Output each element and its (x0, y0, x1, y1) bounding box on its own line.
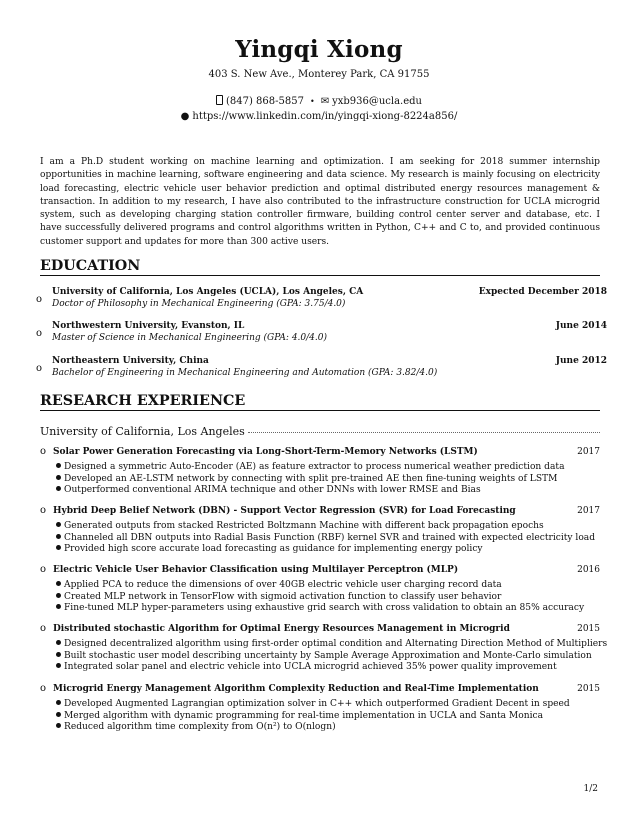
list-item (56, 533, 616, 545)
bullet-dot-icon (56, 463, 61, 468)
project-bullets (56, 699, 616, 734)
bullet-text: Integrated solar panel and electric vehicle into UCLA microgrid achieved 35% power quality improvement (64, 662, 557, 673)
list-item (56, 722, 616, 734)
bullet-text: Designed a symmetric Auto-Encoder (AE) as feature extractor to process numerical weather prediction data (64, 462, 565, 472)
project-title: Distributed stochastic Algorithm for Optimal Energy Resources Management in Microgrid (53, 624, 510, 634)
list-item (56, 592, 616, 604)
bullet-dot-icon (56, 640, 61, 645)
list-item (56, 662, 616, 674)
bullet-text: Reduced algorithm time complexity from O(n²) to O(nlogn) (64, 722, 336, 733)
project-title: Hybrid Deep Belief Network (DBN) - Support Vector Regression (SVR) for Load Forecasting (53, 506, 516, 516)
project-title: Microgrid Energy Management Algorithm Complexity Reduction and Real-Time Implementation (53, 684, 539, 694)
ring-bullet-icon: o (40, 564, 47, 575)
bullet-text: Merged algorithm with dynamic programming for real-time implementation in UCLA and Santa Monica (64, 710, 544, 721)
bullet-dot-icon (56, 486, 61, 491)
website-link[interactable]: https://www.linkedin.com/in/yingqi-xiong-8224a856/ (192, 111, 458, 122)
ring-bullet-icon: o (40, 683, 47, 694)
bullet-dot-icon (56, 604, 61, 609)
ring-bullet-icon: o (40, 446, 47, 457)
bullet-text: Created MLP network in TensorFlow with sigmoid activation function to classify user behavior (64, 591, 502, 602)
bullet-dot-icon (56, 723, 61, 728)
summary-paragraph: I am a Ph.D student working on machine learning and optimization. I am seeking for 2018 summer internship opportunities in machine learning, software engineering and data science. My research is mainly focusing on electricity load forecasting, electric vehicle user behavior prediction and optimal distributed energy resources management & transaction. In addition to my research, I have also contributed to the infrastructure construction for UCLA microgrid system, such as developing charging station controller firmware, building control center server and database, etc. I have successfully delivered programs and control algorithms written in Python, C++ and C to, and provided continuous customer support and updates for more than 300 active users. (40, 157, 600, 247)
separator: • (309, 97, 315, 106)
bullet-dot-icon (56, 712, 61, 717)
bullet-text: Applied PCA to reduce the dimensions of over 40GB electric vehicle user charging record data (64, 580, 502, 590)
project-year: 2015 (577, 684, 600, 694)
bullet-text: Provided high score accurate load forecasting as guidance for implementing energy policy (64, 544, 483, 555)
project-year: 2017 (577, 447, 600, 457)
address: 403 S. New Ave., Monterey Park, CA 91755 (208, 69, 430, 80)
bullet-text: Generated outputs from stacked Restricted Boltzmann Machine with different back propagation epochs (64, 521, 544, 531)
school-name: University of California, Los Angeles (UCLA), Los Angeles, CA (52, 287, 364, 297)
bullet-text: Fine-tuned MLP hyper-parameters using exhaustive grid search with cross validation to obtain an 85% accuracy (64, 603, 585, 614)
bullet-dot-icon (56, 475, 61, 480)
mail-icon: ✉ (320, 96, 330, 107)
phone-number: (847) 868-5857 (225, 96, 304, 107)
dotted-leader (248, 432, 600, 433)
section-education: EDUCATION (40, 258, 600, 276)
school-name: Northwestern University, Evanston, IL (52, 321, 245, 331)
bullet-text: Developed Augmented Lagrangian optimization solver in C++ which outperformed Gradient Decent in speed (64, 699, 570, 709)
list-item (56, 639, 616, 651)
ring-bullet-icon: o (40, 505, 47, 516)
education-date: June 2012 (555, 356, 607, 366)
contact-line (0, 95, 638, 107)
list-item (56, 521, 616, 533)
bullet-dot-icon (56, 545, 61, 550)
section-research: RESEARCH EXPERIENCE (40, 393, 600, 411)
bullet-text: Built stochastic user model describing uncertainty by Sample Average Approximation and Monte-Carlo simulation (64, 650, 592, 661)
bullet-text: Designed decentralized algorithm using first-order optimal condition and Alternating Direction Method of Multipliers (64, 639, 608, 649)
project-bullets (56, 580, 616, 615)
education-date: Expected December 2018 (478, 287, 607, 297)
research-organization (40, 425, 600, 438)
list-item (56, 651, 616, 663)
project-bullets (56, 639, 616, 674)
project-title: Solar Power Generation Forecasting via Long-Short-Term-Memory Networks (LSTM) (53, 447, 478, 457)
ring-bullet-icon: o (40, 623, 47, 634)
bullet-dot-icon (56, 700, 61, 705)
bullet-dot-icon (56, 652, 61, 657)
school-name: Northeastern University, China (52, 356, 209, 366)
list-item (56, 580, 616, 592)
list-item (56, 485, 616, 497)
page-number: 1/2 (583, 784, 598, 794)
organization-name: University of California, Los Angeles (40, 425, 245, 438)
email-link[interactable]: yxb936@ucla.edu (332, 96, 422, 107)
bullet-dot-icon (56, 663, 61, 668)
project-title: Electric Vehicle User Behavior Classification using Multilayer Perceptron (MLP) (53, 565, 459, 575)
bullet-dot-icon (56, 581, 61, 586)
bullet-text: Channeled all DBN outputs into Radial Basis Function (RBF) kernel SVR and trained with expected electricity load (64, 532, 596, 543)
list-item (56, 462, 616, 474)
list-item (56, 544, 616, 556)
bullet-dot-icon (56, 522, 61, 527)
bullet-dot-icon (56, 593, 61, 598)
project-year: 2016 (577, 565, 600, 575)
project-bullets (56, 462, 616, 497)
project-bullets (56, 521, 616, 556)
education-date: June 2014 (555, 321, 607, 331)
list-item (56, 711, 616, 723)
list-item (56, 699, 616, 711)
ring-bullet-icon: o (36, 294, 43, 305)
project-year: 2017 (577, 506, 600, 516)
degree: Doctor of Philosophy in Mechanical Engineering (GPA: 3.75/4.0) (52, 299, 346, 309)
ring-bullet-icon: o (36, 363, 43, 374)
phone-icon (216, 95, 223, 105)
candidate-name: Yingqi Xiong (235, 36, 403, 63)
project-year: 2015 (577, 624, 600, 634)
bullet-text: Developed an AE-LSTM network by connecting with split pre-trained AE then fine-tuning weights of LSTM (64, 473, 558, 484)
list-item (56, 603, 616, 615)
bullet-text: Outperformed conventional ARIMA technique and other DNNs with lower RMSE and Bias (64, 485, 481, 496)
ring-bullet-icon: o (36, 328, 43, 339)
globe-icon: ● (180, 111, 190, 122)
degree: Master of Science in Mechanical Engineering (GPA: 4.0/4.0) (52, 333, 327, 343)
bullet-dot-icon (56, 534, 61, 539)
list-item (56, 474, 616, 486)
website-line (0, 111, 638, 122)
degree: Bachelor of Engineering in Mechanical Engineering and Automation (GPA: 3.82/4.0) (52, 368, 438, 378)
